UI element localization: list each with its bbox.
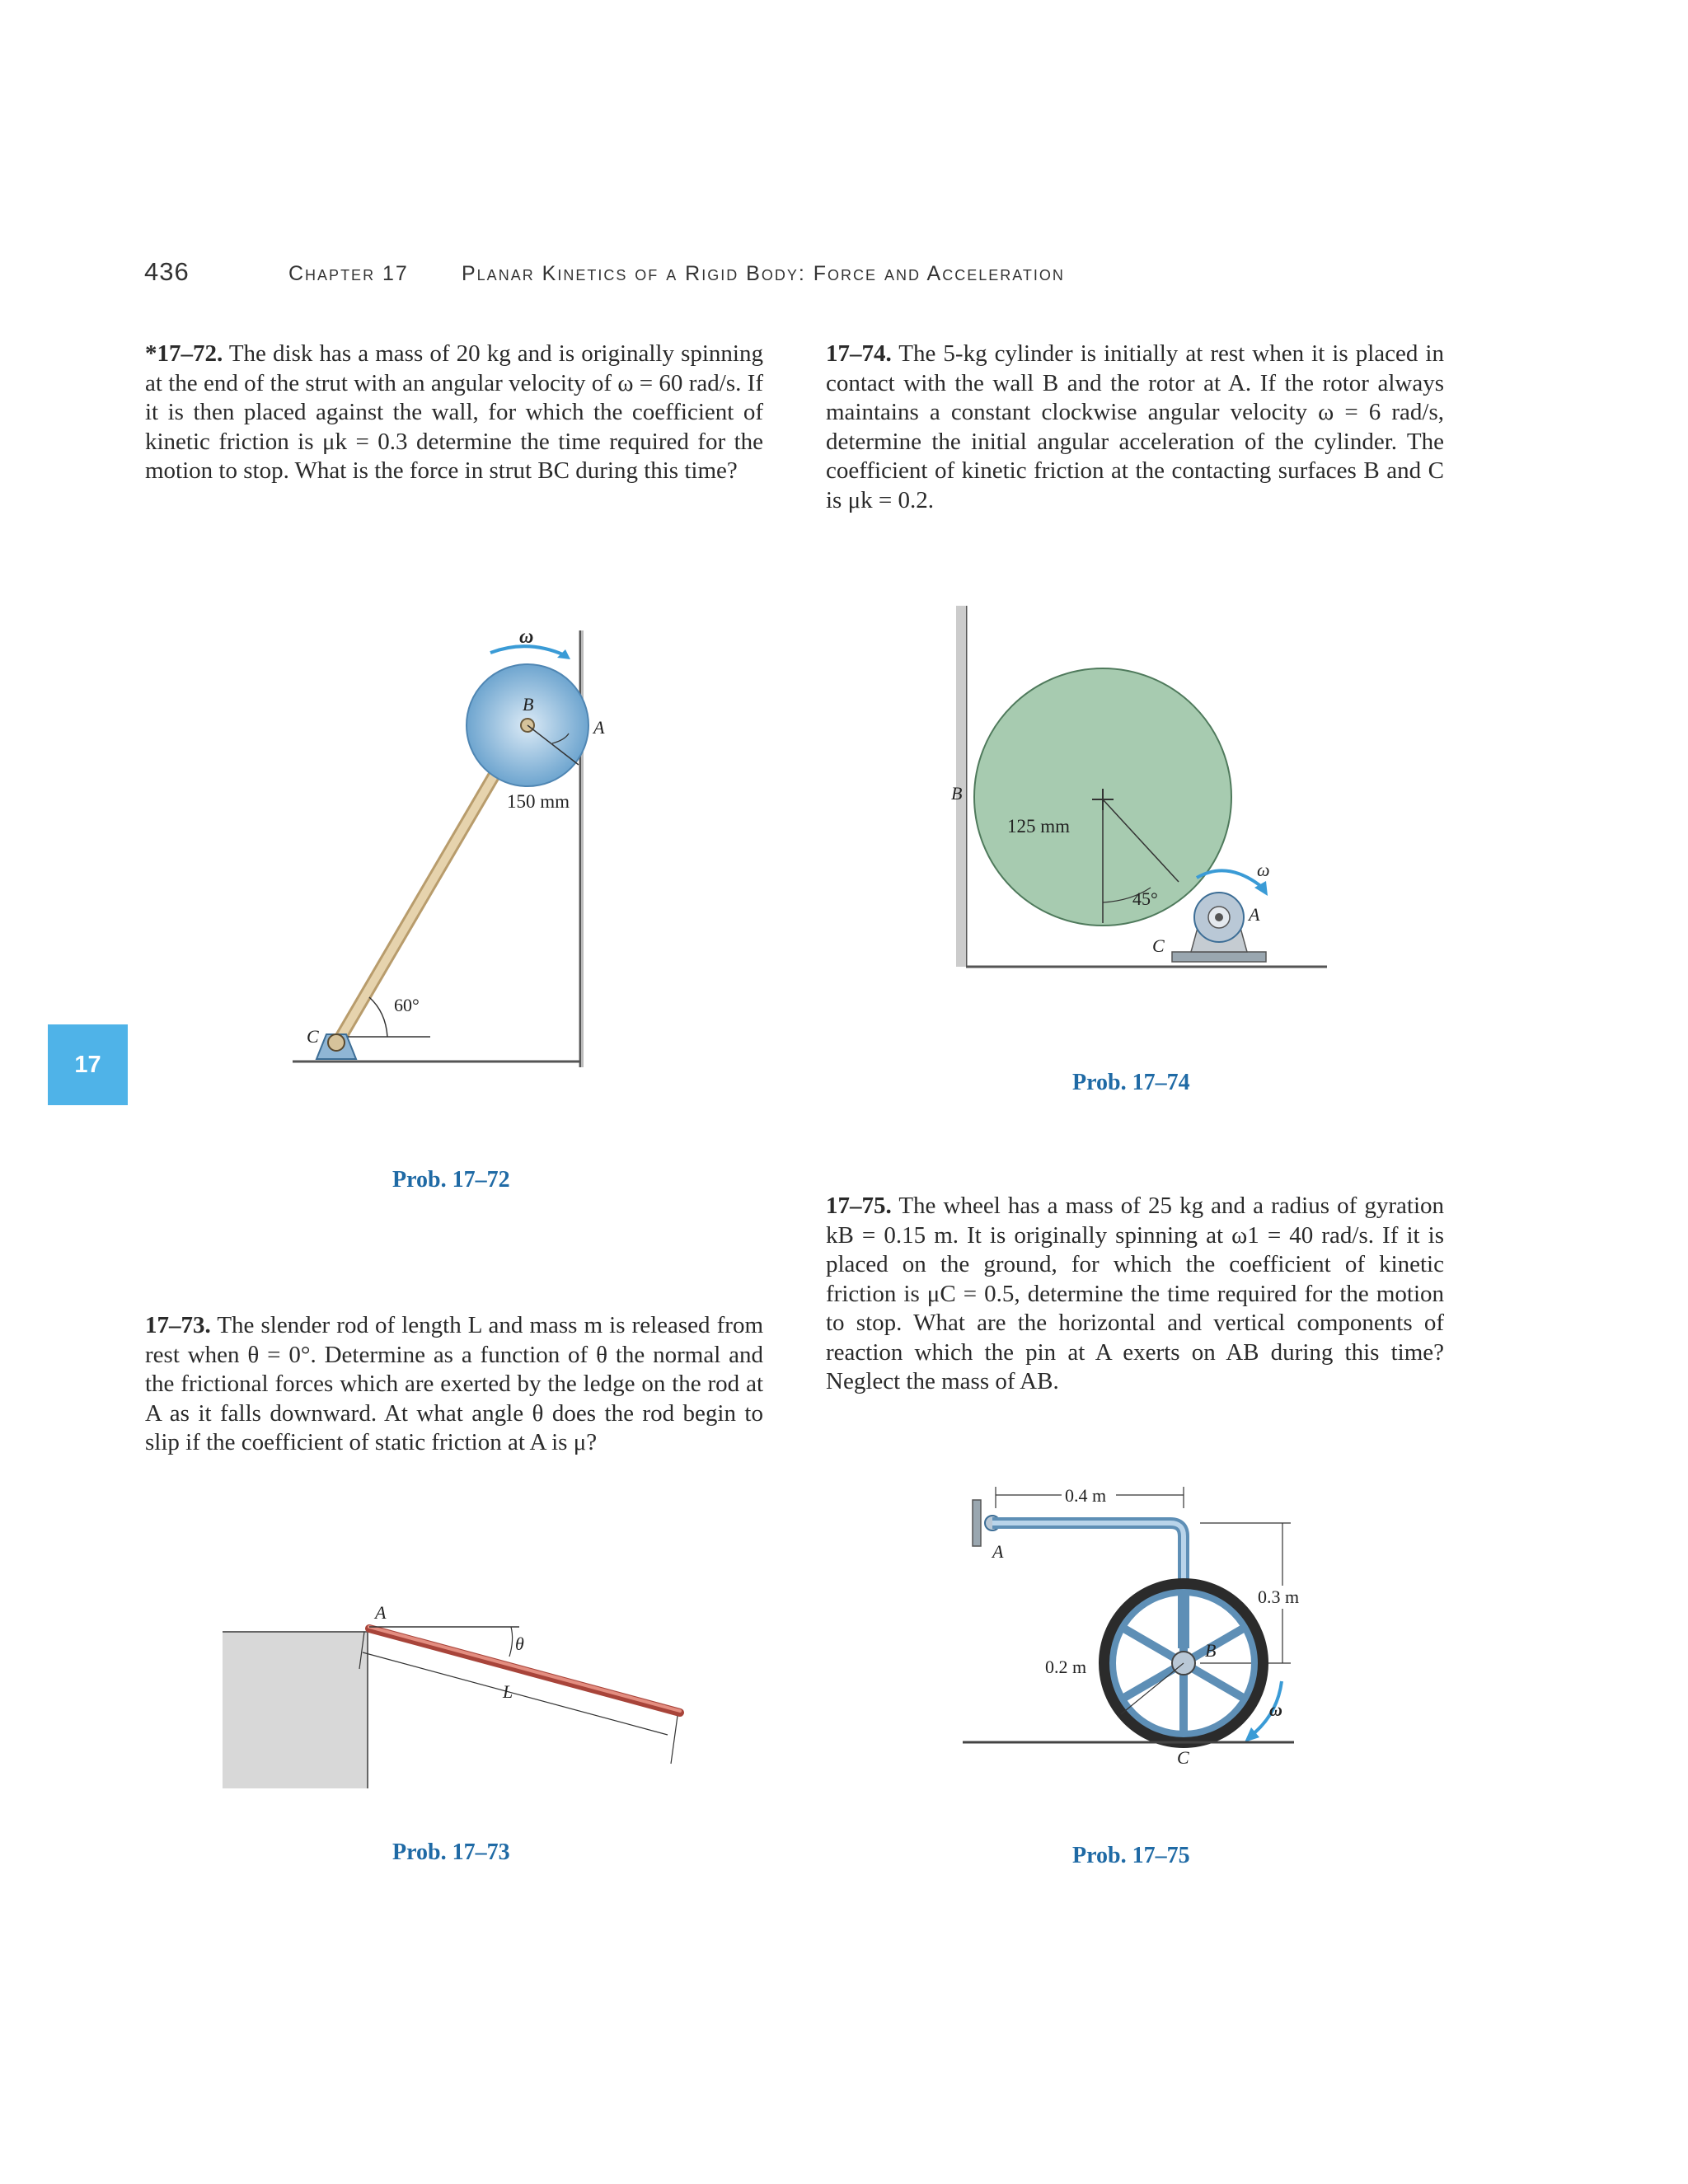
problem-17-75 [826, 1192, 1444, 1397]
problem-17-74 [826, 340, 1444, 515]
figure-17-72 [280, 618, 635, 1080]
problem-17-72 [145, 340, 763, 486]
problem-number: 17–73. [145, 1312, 211, 1338]
problem-17-73 [145, 1311, 763, 1458]
length-label: L [503, 1681, 513, 1702]
page-number: 436 [144, 257, 190, 286]
radius-label: 0.2 m [1045, 1657, 1087, 1677]
caption-17-73: Prob. 17–73 [392, 1840, 510, 1865]
figure-17-75 [956, 1475, 1327, 1780]
problem-number: 17–74. [826, 340, 892, 367]
wall-bracket-a [973, 1500, 981, 1546]
angular-velocity-arrow [1197, 870, 1263, 888]
radius-label: 125 mm [1007, 816, 1071, 837]
omega-label: ω [519, 626, 534, 648]
label-b: B [523, 694, 534, 715]
page-header [144, 257, 1545, 298]
label-b: B [951, 783, 963, 804]
figure-17-73 [223, 1599, 701, 1788]
problem-text: The 5-kg cylinder is initially at rest when it is placed in contact with the wall B and the rotor at A. If the rotor always maintains a constant clockwise angular velocity ω = 6 rad/s, determine the initial angular acceleration of the cylinder. The coefficient of kinetic friction at the contacting surfaces B and C is μk = 0.2. [826, 340, 1444, 513]
angle-label: 45° [1132, 888, 1158, 909]
problem-text: The wheel has a mass of 25 kg and a radius of gyration kB = 0.15 m. It is originally spinning at ω1 = 40 rad/s. If it is placed on the ground, for which the coefficient of kinetic friction is μC = 0.5, determine the time required for the motion to stop. What are the horizontal and vertical components of reaction which the pin at A exerts on AB during this time? Neglect the mass of AB. [826, 1193, 1444, 1394]
label-c: C [307, 1026, 319, 1047]
chapter-label: Chapter 17 [288, 262, 409, 285]
angle-label: 60° [394, 995, 420, 1015]
label-a: A [1249, 904, 1260, 925]
label-a: A [992, 1541, 1004, 1562]
label-a: A [375, 1602, 387, 1623]
omega-label: ω [1257, 860, 1270, 880]
height-label: 0.3 m [1258, 1586, 1300, 1607]
theta-label: θ [515, 1633, 524, 1654]
problem-text: The slender rod of length L and mass m is released from rest when θ = 0°. Determine as a function of θ the normal and the frictional forces which are exerted by the ledge on the rod at A as it falls downward. At what angle θ does the rod begin to slip if the coefficient of static friction at A is μ? [145, 1312, 763, 1455]
label-a: A [593, 717, 605, 738]
ledge [223, 1632, 368, 1788]
caption-17-74: Prob. 17–74 [1072, 1070, 1190, 1095]
radius-label: 150 mm [507, 791, 570, 812]
arm-length-label: 0.4 m [1065, 1485, 1107, 1506]
caption-17-75: Prob. 17–75 [1072, 1843, 1190, 1868]
label-b: B [1205, 1640, 1217, 1661]
chapter-title: Planar Kinetics of a Rigid Body: Force and Acceleration [462, 262, 1065, 285]
problem-number: 17–75. [826, 1193, 892, 1219]
caption-17-72: Prob. 17–72 [392, 1167, 510, 1193]
label-c: C [1177, 1747, 1189, 1768]
problem-text: The disk has a mass of 20 kg and is originally spinning at the end of the strut with an angular velocity of ω = 60 rad/s. If it is then placed against the wall, for which the coefficient of kinetic friction is μk = 0.3 determine the time required for the motion to stop. What is the force in strut BC during this time? [145, 340, 763, 484]
chapter-tab: 17 [48, 1024, 128, 1105]
rotor-base [1172, 952, 1266, 962]
omega-label: ω [1269, 1699, 1282, 1720]
label-c: C [1152, 935, 1165, 956]
problem-number: *17–72. [145, 340, 223, 367]
figure-17-74 [940, 598, 1352, 985]
